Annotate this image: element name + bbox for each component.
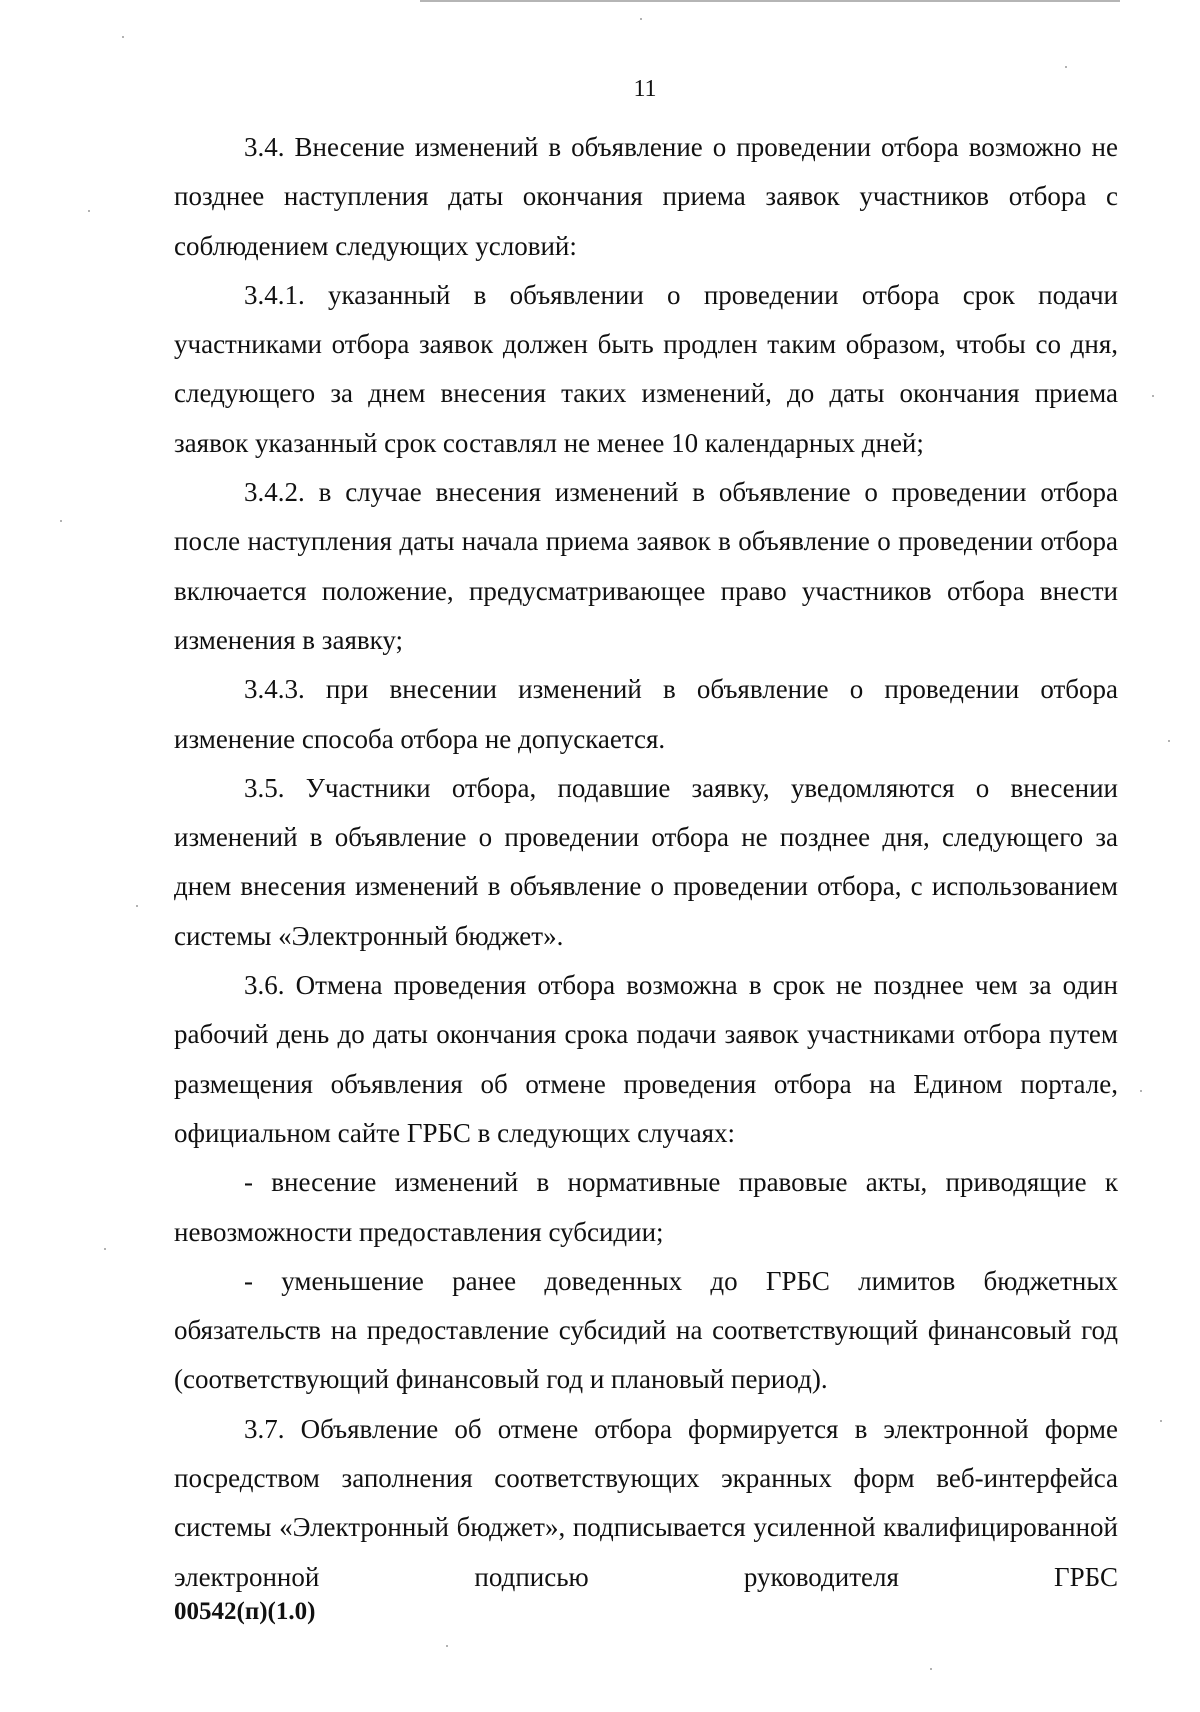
- document-code: 00542(п)(1.0): [174, 1598, 316, 1625]
- paragraph-3-4-2: 3.4.2. в случае внесения изменений в объявление о проведении отбора после наступления даты начала приема заявок в объявление о проведении отбора включается положение, предусматривающее право участников отбора внести изменения в заявку;: [174, 477, 1118, 655]
- paragraph-3-4-1: 3.4.1. указанный в объявлении о проведении отбора срок подачи участниками отбора заявок должен быть продлен таким образом, чтобы со дня, следующего за днем внесения таких изменений, до даты окончания приема заявок указанный срок составлял не менее 10 календарных дней;: [174, 279, 1118, 458]
- list-item-limits-reduction: - уменьшение ранее доведенных до ГРБС лимитов бюджетных обязательств на предоставление субсидий на соответствующий финансовый год (соответствующий финансовый год и плановый период).: [174, 1265, 1118, 1395]
- paragraph-3-4-3: 3.4.3. при внесении изменений в объявление о проведении отбора изменение способа отбора не допускается.: [174, 674, 1118, 754]
- scan-speck: [122, 36, 124, 38]
- page-number: 11: [633, 76, 657, 102]
- scan-top-edge: [420, 0, 1120, 2]
- paragraph-3-5: 3.5. Участники отбора, подавшие заявку, уведомляются о внесении изменений в объявление о проведении отбора не позднее дня, следующего за днем внесения изменений в объявление о проведении отбора, с использованием системы «Электронный бюджет».: [174, 772, 1118, 951]
- scan-speck: [1168, 740, 1170, 742]
- scan-speck: [446, 1645, 448, 1647]
- scan-speck: [1065, 66, 1067, 68]
- scan-speck: [88, 210, 90, 212]
- scan-speck: [136, 905, 138, 907]
- scan-speck: [60, 520, 62, 522]
- scan-speck: [1140, 1090, 1142, 1092]
- scan-speck: [930, 1668, 932, 1670]
- paragraph-3-6: 3.6. Отмена проведения отбора возможна в срок не позднее чем за один рабочий день до даты окончания срока подачи заявок участниками отбора путем размещения объявления об отмене проведения отбора на Едином портале, официальном сайте ГРБС в следующих случаях:: [174, 970, 1118, 1148]
- scan-speck: [1152, 395, 1154, 397]
- paragraph-3-7: 3.7. Объявление об отмене отбора формируется в электронной форме посредством заполнения соответствующих экранных форм веб-интерфейса системы «Электронный бюджет», подписывается усиленной квалифицированной электронной подписью руководителя ГРБС: [174, 1413, 1118, 1592]
- paragraph-3-4: 3.4. Внесение изменений в объявление о проведении отбора возможно не позднее наступления даты окончания приема заявок участников отбора с соблюдением следующих условий:: [174, 132, 1118, 261]
- document-body: [174, 123, 1118, 1602]
- scan-speck: [104, 1248, 106, 1250]
- list-item-normative-acts: - внесение изменений в нормативные правовые акты, приводящие к невозможности предоставления субсидии;: [174, 1167, 1118, 1247]
- scan-speck: [640, 18, 642, 20]
- scan-speck: [1160, 1420, 1162, 1422]
